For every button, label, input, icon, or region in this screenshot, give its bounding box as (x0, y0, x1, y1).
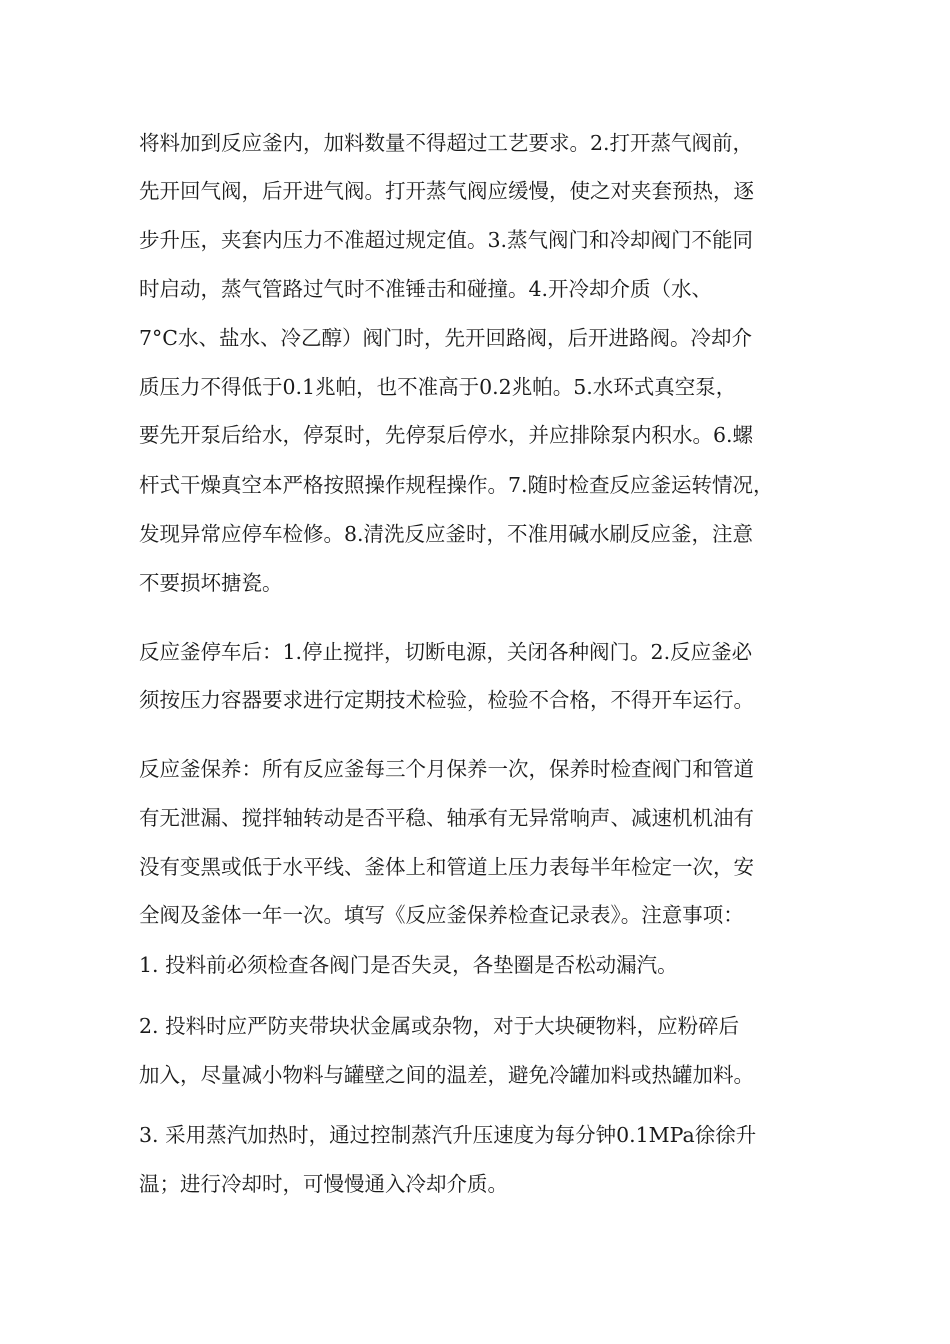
text-line: 时启动，蒸气管路过气时不准锤击和碰撞。4.开冷却介质（水、 (139, 277, 713, 301)
text-line: 反应釜停车后：1.停止搅拌，切断电源，关闭各种阀门。2.反应釜必 (139, 640, 753, 664)
text-line: 先开回气阀，后开进气阀。打开蒸气阀应缓慢，使之对夹套预热，逐 (139, 179, 754, 203)
text-line: 加入，尽量减小物料与罐壁之间的温差，避免冷罐加料或热罐加料。 (139, 1063, 754, 1087)
text-line: 不要损坏搪瓷。 (139, 571, 283, 595)
text-line: 7°C水、盐水、冷乙醇）阀门时，先开回路阀，后开进路阀。冷却介 (139, 326, 752, 350)
text-line: 有无泄漏、搅拌轴转动是否平稳、轴承有无异常响声、减速机机油有 (139, 806, 754, 830)
text-line: 2. 投料时应严防夹带块状金属或杂物，对于大块硬物料，应粉碎后 (139, 1014, 740, 1038)
text-line: 温；进行冷却时，可慢慢通入冷却介质。 (139, 1172, 508, 1196)
text-line: 步升压，夹套内压力不准超过规定值。3.蒸气阀门和冷却阀门不能同 (139, 228, 754, 252)
text-line: 杆式干燥真空本严格按照操作规程操作。7.随时检查反应釜运转情况， (139, 473, 774, 497)
text-line: 1. 投料前必须检查各阀门是否失灵，各垫圈是否松动漏汽。 (139, 953, 678, 977)
text-line: 反应釜保养：所有反应釜每三个月保养一次，保养时检查阀门和管道 (139, 757, 754, 781)
text-line: 发现异常应停车检修。8.清洗反应釜时，不准用碱水刷反应釜，注意 (139, 522, 754, 546)
text-line: 全阀及釜体一年一次。填写《反应釜保养检查记录表》。注意事项： (139, 903, 744, 927)
text-line: 没有变黑或低于水平线、釜体上和管道上压力表每半年检定一次，安 (139, 855, 754, 879)
text-line: 要先开泵后给水，停泵时，先停泵后停水，并应排除泵内积水。6.螺 (139, 423, 754, 447)
text-line: 须按压力容器要求进行定期技术检验，检验不合格，不得开车运行。 (139, 688, 754, 712)
text-line: 将料加到反应釜内，加料数量不得超过工艺要求。2.打开蒸气阀前， (139, 131, 754, 155)
text-line: 3. 采用蒸汽加热时，通过控制蒸汽升压速度为每分钟0.1MPa徐徐升 (139, 1123, 757, 1147)
text-line: 质压力不得低于0.1兆帕，也不准高于0.2兆帕。5.水环式真空泵， (139, 375, 737, 399)
